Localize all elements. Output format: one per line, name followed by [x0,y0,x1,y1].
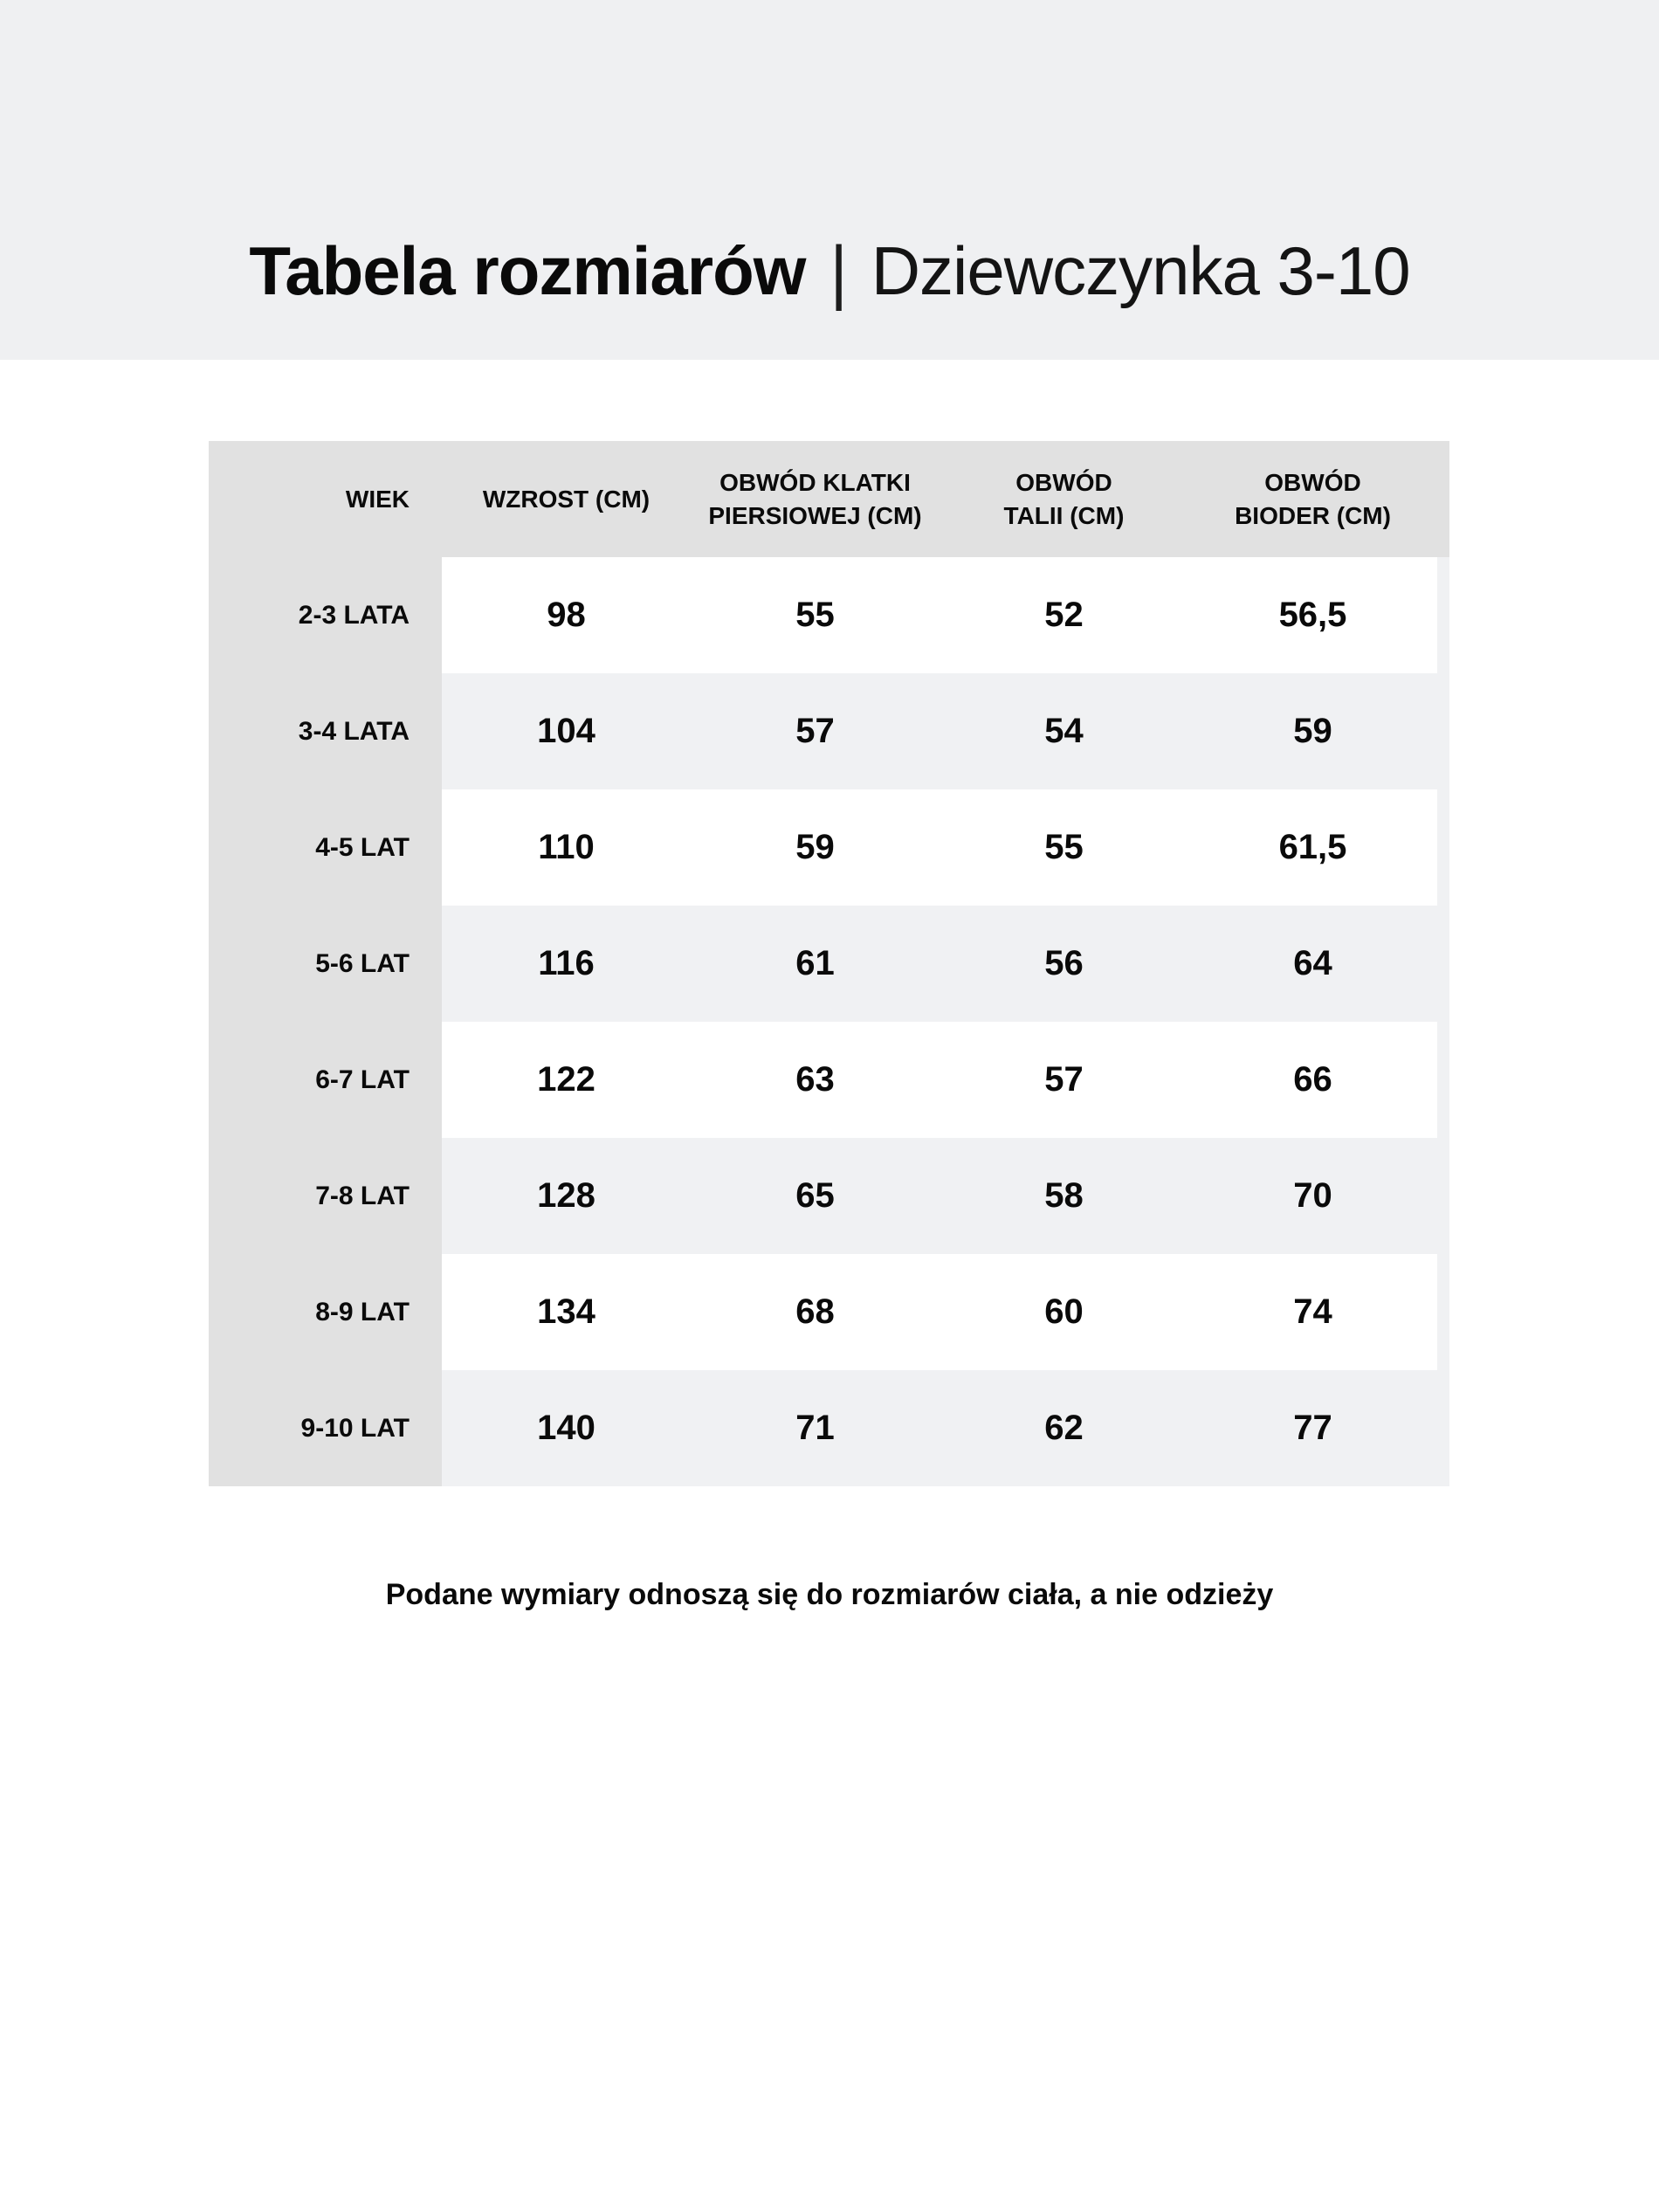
column-header-chest [691,441,940,557]
table-row [442,673,1437,789]
cell-hips: 61,5 [1278,828,1347,866]
cell-hips: 64 [1293,944,1332,982]
column-header-waist [940,441,1188,557]
column-header-line: BIODER (CM) [1235,501,1391,529]
cell-hips: 56,5 [1278,596,1347,634]
column-header-hips [1188,441,1437,557]
age-label: 8-9 LAT [315,1297,410,1327]
age-label: 4-5 LAT [315,832,410,862]
cell-chest: 59 [795,828,835,866]
cell-chest: 63 [795,1060,835,1099]
age-label: 6-7 LAT [315,1065,410,1094]
cell-height: 140 [537,1409,595,1447]
cell-waist: 56 [1044,944,1084,982]
page-title-primary: Tabela rozmiarów [249,231,806,309]
cell-chest: 65 [795,1176,835,1215]
table-row [442,1022,1437,1138]
cell-waist: 55 [1044,828,1084,866]
cell-waist: 54 [1044,712,1084,750]
cell-height: 104 [537,712,595,750]
cell-waist: 57 [1044,1060,1084,1099]
cell-height: 134 [537,1292,595,1331]
table-row [442,1138,1437,1254]
cell-height: 122 [537,1060,595,1099]
table-body [442,557,1449,1486]
cell-chest: 71 [795,1409,835,1447]
cell-hips: 59 [1293,712,1332,750]
data-columns [442,441,1449,1486]
column-header-height [442,441,691,557]
cell-waist: 52 [1044,596,1084,634]
column-header-line: WZROST (CM) [482,485,651,513]
table-row [442,789,1437,906]
cell-hips: 77 [1293,1409,1332,1447]
age-label: 9-10 LAT [300,1413,410,1443]
cell-chest: 68 [795,1292,835,1331]
cell-height: 128 [537,1176,595,1215]
column-header-line: OBWÓD [1015,468,1112,496]
column-header-age: WIEK [345,485,410,513]
cell-waist: 60 [1044,1292,1084,1331]
title-separator: | [830,230,847,311]
page-title-secondary: Dziewczynka 3-10 [871,231,1410,309]
column-header-line: PIERSIOWEJ (CM) [708,501,922,529]
table-row [442,1254,1437,1370]
cell-hips: 70 [1293,1176,1332,1215]
table-header-row [442,441,1449,557]
table-row [442,906,1437,1022]
size-table [209,441,1449,1486]
table-row [442,1370,1437,1486]
age-label: 7-8 LAT [315,1181,410,1210]
cell-hips: 74 [1293,1292,1332,1331]
cell-chest: 61 [795,944,835,982]
cell-waist: 58 [1044,1176,1084,1215]
cell-chest: 57 [795,712,835,750]
age-label: 3-4 LATA [298,716,410,746]
cell-waist: 62 [1044,1409,1084,1447]
column-header-line: OBWÓD KLATKI [719,468,911,496]
age-label: 5-6 LAT [315,948,410,978]
cell-height: 98 [547,596,586,634]
page-title [249,230,1410,360]
cell-height: 110 [538,828,595,866]
age-column [209,441,442,1486]
table-row [442,557,1437,673]
cell-height: 116 [538,944,595,982]
cell-chest: 55 [795,596,835,634]
title-band [0,0,1659,360]
cell-hips: 66 [1293,1060,1332,1099]
column-header-line: OBWÓD [1264,468,1361,496]
age-label: 2-3 LATA [298,600,410,630]
column-header-line: TALII (CM) [1003,501,1125,529]
footnote-text: Podane wymiary odnoszą się do rozmiarów ciała, a nie odzieży [385,1578,1274,1611]
